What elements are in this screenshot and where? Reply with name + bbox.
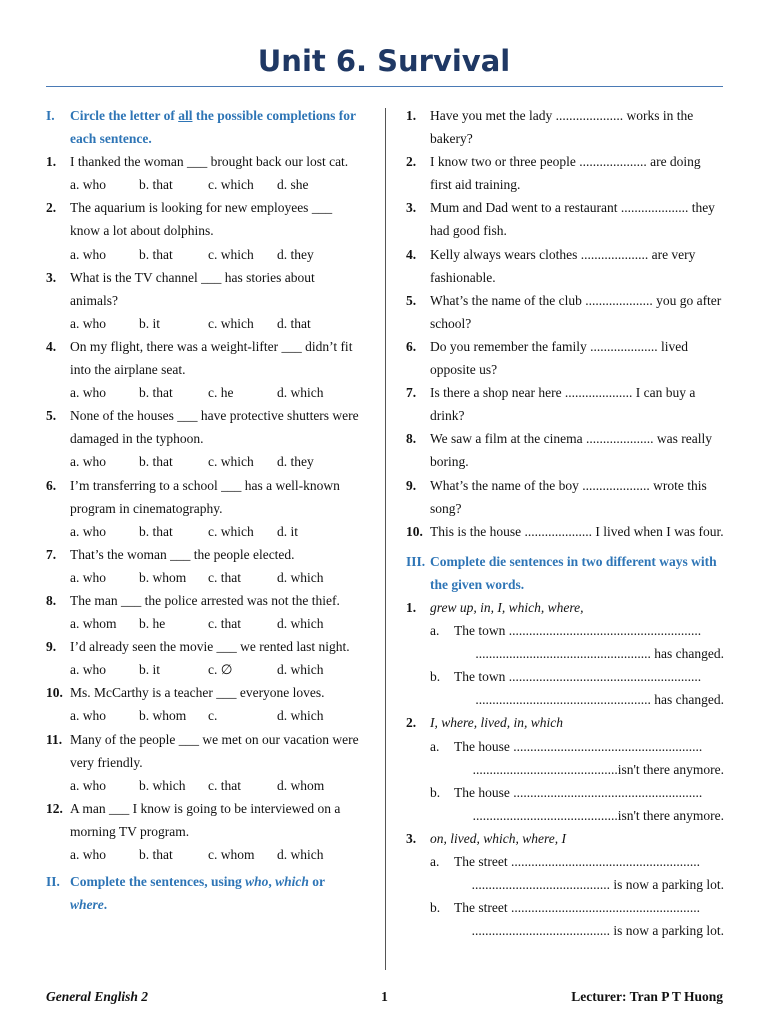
option-b[interactable]: b. he (139, 616, 166, 632)
answer-options (46, 450, 364, 473)
question-number: 2. (46, 200, 57, 216)
answer-options (46, 312, 364, 335)
question-block (46, 266, 364, 335)
rewrite-item (406, 827, 724, 942)
option-b[interactable]: b. whom (139, 569, 187, 585)
section-2-heading: II. Complete the sentences, using who, which or where. (46, 870, 364, 916)
fill-in-item (406, 474, 724, 520)
answer-line[interactable]: a. The street ........................................................ (406, 850, 724, 873)
option-b[interactable]: b. it (139, 662, 161, 678)
page-number: 1 (381, 989, 388, 1004)
question-item (46, 150, 364, 173)
option-b[interactable]: b. it (139, 315, 161, 331)
option-d[interactable]: d. that (277, 315, 311, 331)
question-text: What is the TV channel ___ has stories about animals? (70, 269, 315, 308)
given-words-text: on, lived, which, where, I (430, 830, 566, 846)
option-a[interactable]: a. who (70, 708, 106, 724)
question-text: Mum and Dad went to a restaurant .................... they had good fish. (430, 200, 715, 239)
option-c[interactable]: c. that (208, 777, 241, 793)
question-number: 8. (46, 592, 57, 608)
given-words (406, 596, 724, 619)
question-number: 5. (406, 292, 417, 308)
question-number: 3. (46, 269, 57, 285)
question-item (46, 728, 364, 774)
option-d[interactable]: d. it (277, 523, 299, 539)
option-a[interactable]: a. who (70, 177, 106, 193)
question-item (46, 335, 364, 381)
option-c[interactable]: c. ∅ (208, 662, 233, 678)
fill-in-item (406, 381, 724, 427)
question-text: The man ___ the police arrested was not the thief. (70, 592, 340, 608)
answer-options (46, 243, 364, 266)
question-item (46, 266, 364, 312)
given-words (406, 827, 724, 850)
question-number: 1. (406, 108, 417, 123)
answer-line-continuation[interactable]: ......................................... is now a parking lot. (471, 877, 724, 893)
option-c[interactable]: c. which (208, 177, 254, 193)
question-number: 7. (46, 546, 57, 562)
option-a[interactable]: a. who (70, 246, 106, 262)
option-d[interactable]: d. which (277, 847, 324, 862)
question-item (46, 404, 364, 450)
question-text: That’s the woman ___ the people elected. (70, 546, 295, 562)
answer-options (46, 520, 364, 543)
answer-options (46, 173, 364, 196)
given-words-text: I, where, lived, in, which (430, 715, 563, 731)
question-text: None of the houses ___ have protective shutters were damaged in the typhoon. (70, 408, 359, 447)
question-block (46, 589, 364, 635)
question-item (46, 196, 364, 242)
question-block (46, 404, 364, 473)
question-item (46, 681, 364, 704)
answer-line[interactable]: b. The street ........................................................ (406, 896, 724, 919)
answer-line-continuation[interactable]: .................................................... has changed. (475, 646, 724, 662)
question-number: 6. (406, 338, 417, 354)
option-c[interactable]: c. he (208, 385, 234, 401)
question-number: 11. (46, 731, 63, 747)
question-number: 12. (46, 800, 63, 816)
question-text: I’d already seen the movie ___ we rented last night. (70, 639, 350, 655)
keyword-who: who (245, 874, 269, 890)
option-c[interactable]: c. which (208, 523, 254, 539)
option-d[interactable]: d. they (277, 454, 314, 470)
question-number: 1. (406, 599, 417, 615)
question-text: Is there a shop near here .................... I can buy a drink? (430, 385, 696, 424)
question-text: Ms. McCarthy is a teacher ___ everyone loves. (70, 685, 325, 701)
section-1-numeral: I. (46, 108, 55, 123)
option-d[interactable]: d. whom (277, 777, 325, 793)
question-block (46, 474, 364, 543)
question-number: 5. (46, 408, 57, 424)
fill-in-item (406, 150, 724, 196)
question-number: 10. (46, 685, 63, 701)
fill-in-item (406, 289, 724, 335)
option-b[interactable]: b. whom (139, 708, 187, 724)
answer-options (46, 774, 364, 797)
question-item (46, 543, 364, 566)
option-b[interactable]: b. that (139, 385, 173, 401)
keyword-where: where (70, 897, 104, 913)
question-number: 8. (406, 431, 417, 447)
question-text: On my flight, there was a weight-lifter ___ didn’t fit into the airplane seat. (70, 338, 353, 378)
question-number: 10. (406, 523, 423, 539)
fill-in-item (406, 104, 724, 150)
page-title: Unit 6. Survival (257, 44, 511, 78)
option-a[interactable]: a. who (70, 315, 106, 331)
question-block (46, 728, 364, 797)
question-item (46, 635, 364, 658)
part-letter: b. (430, 784, 441, 800)
question-text: Do you remember the family .................... lived opposite us? (430, 338, 688, 378)
given-words (406, 711, 724, 734)
answer-line-continuation[interactable]: ......................................... is now a parking lot. (471, 923, 724, 939)
option-b[interactable]: b. that (139, 177, 173, 193)
option-a[interactable]: a. who (70, 523, 106, 539)
question-number: 3. (406, 830, 417, 846)
option-c[interactable]: c. which (208, 454, 254, 470)
option-b[interactable]: b. that (139, 454, 173, 470)
part-letter: a. (430, 623, 440, 639)
option-d[interactable]: d. which (277, 662, 324, 678)
keyword-which: which (275, 874, 309, 890)
question-number: 1. (46, 154, 57, 170)
option-c[interactable]: c. (208, 708, 218, 724)
option-d[interactable]: d. which (277, 616, 324, 632)
question-number: 4. (46, 338, 57, 354)
section-1-heading: I. Circle the letter of all the possible completions for each sentence. (46, 104, 364, 150)
option-d[interactable]: d. which (277, 708, 324, 724)
underlined-all: all (178, 108, 193, 123)
option-b[interactable]: b. that (139, 847, 173, 862)
rewrite-item (406, 596, 724, 711)
option-d[interactable]: d. they (277, 246, 314, 262)
answer-line[interactable]: b. The house ........................................................ (406, 781, 724, 804)
title-underline-rule (46, 86, 723, 87)
answer-options (46, 843, 364, 866)
question-block (46, 797, 364, 866)
option-d[interactable]: d. she (277, 177, 309, 193)
option-a[interactable]: a. who (70, 385, 106, 401)
question-text: A man ___ I know is going to be interviewed on a morning TV program. (70, 800, 341, 839)
question-number: 6. (46, 477, 57, 493)
section-3-numeral: III. (406, 553, 426, 569)
question-block (46, 543, 364, 589)
question-text: Have you met the lady .................... works in the bakery? (430, 108, 694, 147)
question-text: This is the house .................... I lived when I was four. (430, 523, 724, 539)
part-letter: b. (430, 669, 441, 685)
answer-options (46, 612, 364, 635)
question-number: 2. (406, 715, 417, 731)
question-block (46, 681, 364, 727)
answer-options (46, 566, 364, 589)
part-letter: a. (430, 738, 440, 754)
question-number: 7. (406, 385, 417, 401)
question-block (46, 196, 364, 265)
rewrite-item (406, 711, 724, 826)
option-a[interactable]: a. whom (70, 616, 117, 632)
part-letter: a. (430, 854, 440, 869)
question-number: 2. (406, 154, 417, 170)
option-c[interactable]: c. which (208, 246, 254, 262)
right-column (406, 104, 724, 942)
question-text: The aquarium is looking for new employees ___ know a lot about dolphins. (70, 200, 333, 239)
given-words-text: grew up, in, I, which, where, (430, 599, 584, 615)
question-number: 4. (406, 246, 417, 262)
answer-options (46, 381, 364, 404)
answer-line[interactable]: b. The town ......................................................... (406, 665, 724, 688)
option-c[interactable]: c. that (208, 569, 241, 585)
option-b[interactable]: b. that (139, 246, 173, 262)
option-d[interactable]: d. which (277, 385, 324, 401)
page-footer (46, 989, 723, 1009)
question-item (46, 589, 364, 612)
left-column (46, 104, 364, 916)
answer-line[interactable]: a. The house ........................................................ (406, 735, 724, 758)
option-d[interactable]: d. which (277, 569, 324, 585)
option-a[interactable]: a. who (70, 454, 106, 470)
fill-in-item (406, 335, 724, 381)
fill-in-item (406, 196, 724, 242)
question-block (46, 150, 364, 196)
part-letter: b. (430, 900, 441, 916)
option-c[interactable]: c. whom (208, 847, 255, 862)
question-number: 9. (406, 477, 417, 493)
question-text: I thanked the woman ___ brought back our lost cat. (70, 154, 349, 170)
option-a[interactable]: a. who (70, 569, 106, 585)
answer-line-continuation[interactable]: ...........................................isn't there anymore. (472, 807, 724, 823)
answer-options (46, 704, 364, 727)
fill-in-item (406, 243, 724, 289)
course-name: General English 2 (46, 989, 149, 1004)
option-a[interactable]: a. who (70, 777, 106, 793)
option-c[interactable]: c. which (208, 315, 254, 331)
section-2-numeral: II. (46, 874, 60, 890)
question-text: We saw a film at the cinema .................... was really boring. (430, 431, 712, 470)
question-item (46, 797, 364, 843)
answer-line-continuation[interactable]: .................................................... has changed. (475, 692, 724, 708)
question-block (46, 335, 364, 404)
question-text: I’m transferring to a school ___ has a well-known program in cinematography. (70, 477, 340, 516)
lecturer-name: Lecturer: Tran P T Huong (571, 989, 723, 1004)
question-item (46, 474, 364, 520)
option-a[interactable]: a. who (70, 847, 106, 862)
option-b[interactable]: b. which (139, 777, 186, 793)
option-a[interactable]: a. who (70, 662, 106, 678)
column-divider (385, 108, 386, 970)
section-3-heading: III. Complete die sentences in two different ways with the given words. (406, 550, 724, 596)
answer-line[interactable]: a. The town ......................................................... (406, 619, 724, 642)
question-text: What’s the name of the club .................... you go after school? (430, 292, 722, 331)
question-text: Kelly always wears clothes .................... are very fashionable. (430, 246, 696, 285)
answer-line-continuation[interactable]: ...........................................isn't there anymore. (472, 761, 724, 777)
option-c[interactable]: c. that (208, 616, 241, 632)
fill-in-item (406, 427, 724, 473)
question-text: I know two or three people .................... are doing first aid training. (430, 154, 701, 193)
question-number: 3. (406, 200, 417, 216)
question-text: What’s the name of the boy .................... wrote this song? (430, 477, 707, 516)
answer-options (46, 658, 364, 681)
fill-in-item (406, 520, 724, 543)
question-block (46, 635, 364, 681)
question-text: Many of the people ___ we met on our vacation were very friendly. (70, 731, 359, 770)
question-number: 9. (46, 639, 57, 655)
option-b[interactable]: b. that (139, 523, 173, 539)
